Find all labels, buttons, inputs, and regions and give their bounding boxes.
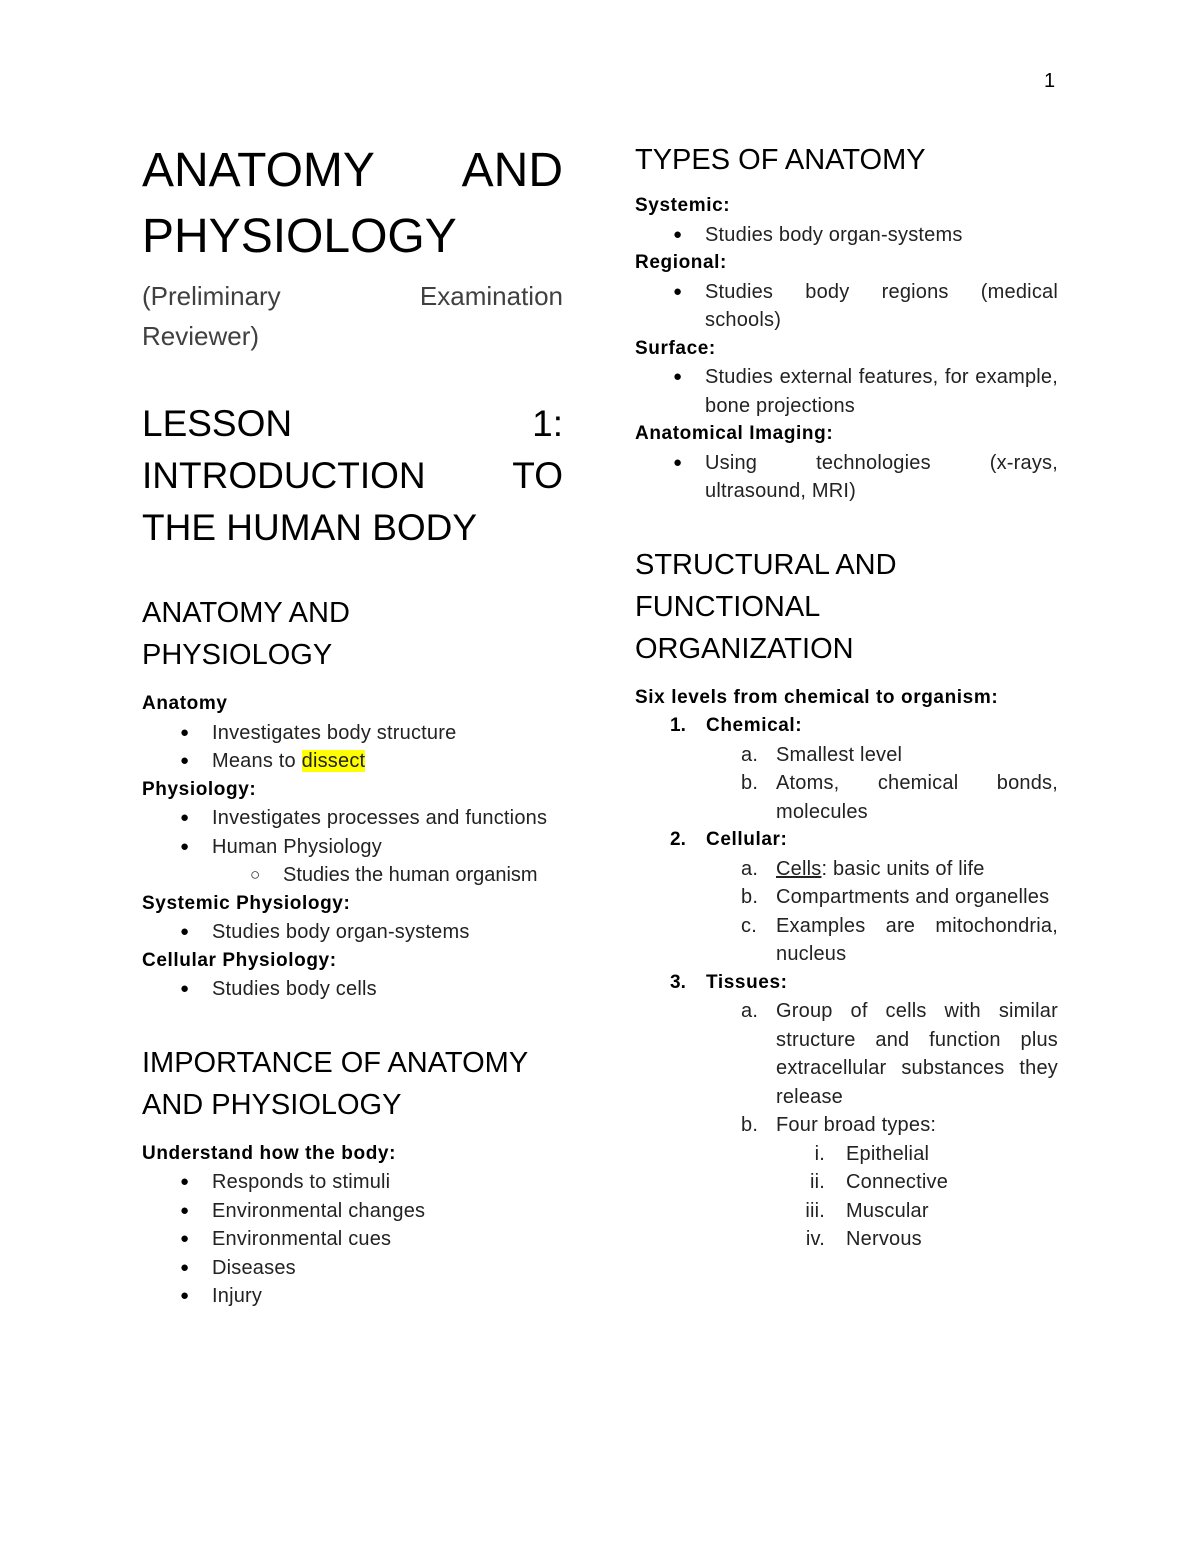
list-item: i. Epithelial <box>814 1142 930 1165</box>
section-heading-structural: STRUCTURAL AND FUNCTIONAL ORGANIZATION <box>635 548 897 665</box>
bullet-icon: ● <box>180 1287 190 1304</box>
list-item: ● Environmental changes <box>142 1197 563 1226</box>
right-column <box>635 138 1058 1254</box>
regional-label: Regional: <box>635 252 727 273</box>
level-item: 1. Chemical: a. Smallest level b. Atoms, chemical bonds, molecules <box>635 712 1058 826</box>
list-item: ● Investigates body structure <box>142 719 563 748</box>
list-item: c. Examples are mitochondria, nucleus <box>741 914 1058 965</box>
list-item: ii. Connective <box>809 1171 949 1193</box>
systemic-physiology-label: Systemic Physiology: <box>142 892 351 914</box>
list-item: ● Studies body organ-systems <box>142 918 563 947</box>
list-item: b. Four broad types: i. Epithelial ii. Connective iii. Muscular iv. Nervous <box>635 1111 1058 1254</box>
list-item: ● Studies external features, for example, bone projections <box>635 363 1058 420</box>
bullet-icon: ● <box>180 1173 190 1190</box>
list-item: iii. Muscular <box>805 1199 929 1222</box>
list-item: iv. Nervous <box>805 1228 922 1250</box>
circle-bullet-icon: ○ <box>250 865 261 884</box>
bullet-icon: ● <box>180 723 190 741</box>
physiology-list <box>142 804 563 861</box>
six-levels-label: Six levels from chemical to organism: <box>635 686 999 708</box>
document-title: ANATOMY AND PHYSIOLOGY <box>142 144 563 263</box>
highlighted-term: dissect <box>301 750 366 772</box>
bullet-icon: ● <box>180 809 190 826</box>
understand-label: Understand how the body: <box>142 1142 397 1164</box>
underlined-term: Cells <box>776 857 822 880</box>
section-heading-types: TYPES OF ANATOMY <box>635 144 926 176</box>
list-item: ● Human Physiology <box>142 833 563 862</box>
bullet-icon: ● <box>673 368 683 385</box>
understand-list <box>142 1168 563 1311</box>
list-item: ● Investigates processes and functions <box>142 804 563 833</box>
anatomy-list <box>142 719 563 776</box>
bullet-icon: ● <box>673 282 683 300</box>
list-item: a. Group of cells with similar structure and function plus extracellular substances they release <box>741 1000 1058 1108</box>
list-item: ● Environmental cues <box>142 1225 563 1254</box>
list-item: b. Atoms, chemical bonds, molecules <box>741 772 1058 823</box>
list-item: ● Injury <box>142 1282 563 1311</box>
section-heading-anatomy-physiology: ANATOMY AND PHYSIOLOGY <box>142 597 350 671</box>
bullet-icon: ● <box>180 980 190 997</box>
list-item: ● Studies body regions (medical schools) <box>635 278 1058 335</box>
bullet-icon: ● <box>673 453 683 471</box>
list-item: a. Cells: basic units of life <box>741 857 985 880</box>
level-item: 3. Tissues: a. Group of cells with similar structure and function plus extracellular substances they release b. Four broad types: i. Epithelial ii. Connective iii. Muscular iv. Nervous <box>635 969 1058 1254</box>
document-subtitle: (Preliminary Examination Reviewer) <box>142 281 563 351</box>
lesson-heading: LESSON 1: INTRODUCTION TO THE HUMAN BODY <box>142 403 563 548</box>
physiology-sublist <box>142 861 563 890</box>
bullet-icon: ● <box>180 1258 190 1276</box>
list-item: b. Compartments and organelles <box>741 886 1050 908</box>
list-item: ● Diseases <box>142 1254 563 1283</box>
bullet-icon: ● <box>180 923 190 940</box>
list-item: ● Means to dissect <box>142 747 563 776</box>
levels-list <box>635 712 1058 1254</box>
surface-label: Surface: <box>635 337 716 359</box>
anatomical-imaging-label: Anatomical Imaging: <box>635 423 834 444</box>
list-item: ● Studies body cells <box>142 975 563 1004</box>
list-item: ● Responds to stimuli <box>142 1168 563 1197</box>
bullet-icon: ● <box>673 225 683 243</box>
list-item: ○ Studies the human organism <box>142 861 563 890</box>
page-number: 1 <box>1044 70 1056 92</box>
physiology-label: Physiology: <box>142 778 257 800</box>
systemic-label: Systemic: <box>635 195 731 216</box>
list-item: ● Using technologies (x-rays, ultrasound, MRI) <box>635 449 1058 506</box>
bullet-icon: ● <box>180 1201 190 1219</box>
bullet-icon: ● <box>180 752 190 769</box>
level-item: 2. Cellular: a. Cells: basic units of life b. Compartments and organelles c. Examples are mitochondria, nucleus <box>635 826 1058 969</box>
list-item: a. Smallest level <box>741 743 903 766</box>
cellular-physiology-label: Cellular Physiology: <box>142 949 337 971</box>
anatomy-label: Anatomy <box>142 693 228 714</box>
section-heading-importance: IMPORTANCE OF ANATOMY AND PHYSIOLOGY <box>142 1046 528 1121</box>
list-item: ● Studies body organ-systems <box>635 221 1058 250</box>
left-column <box>142 138 563 1311</box>
bullet-icon: ● <box>180 1230 190 1247</box>
bullet-icon: ● <box>180 837 190 855</box>
